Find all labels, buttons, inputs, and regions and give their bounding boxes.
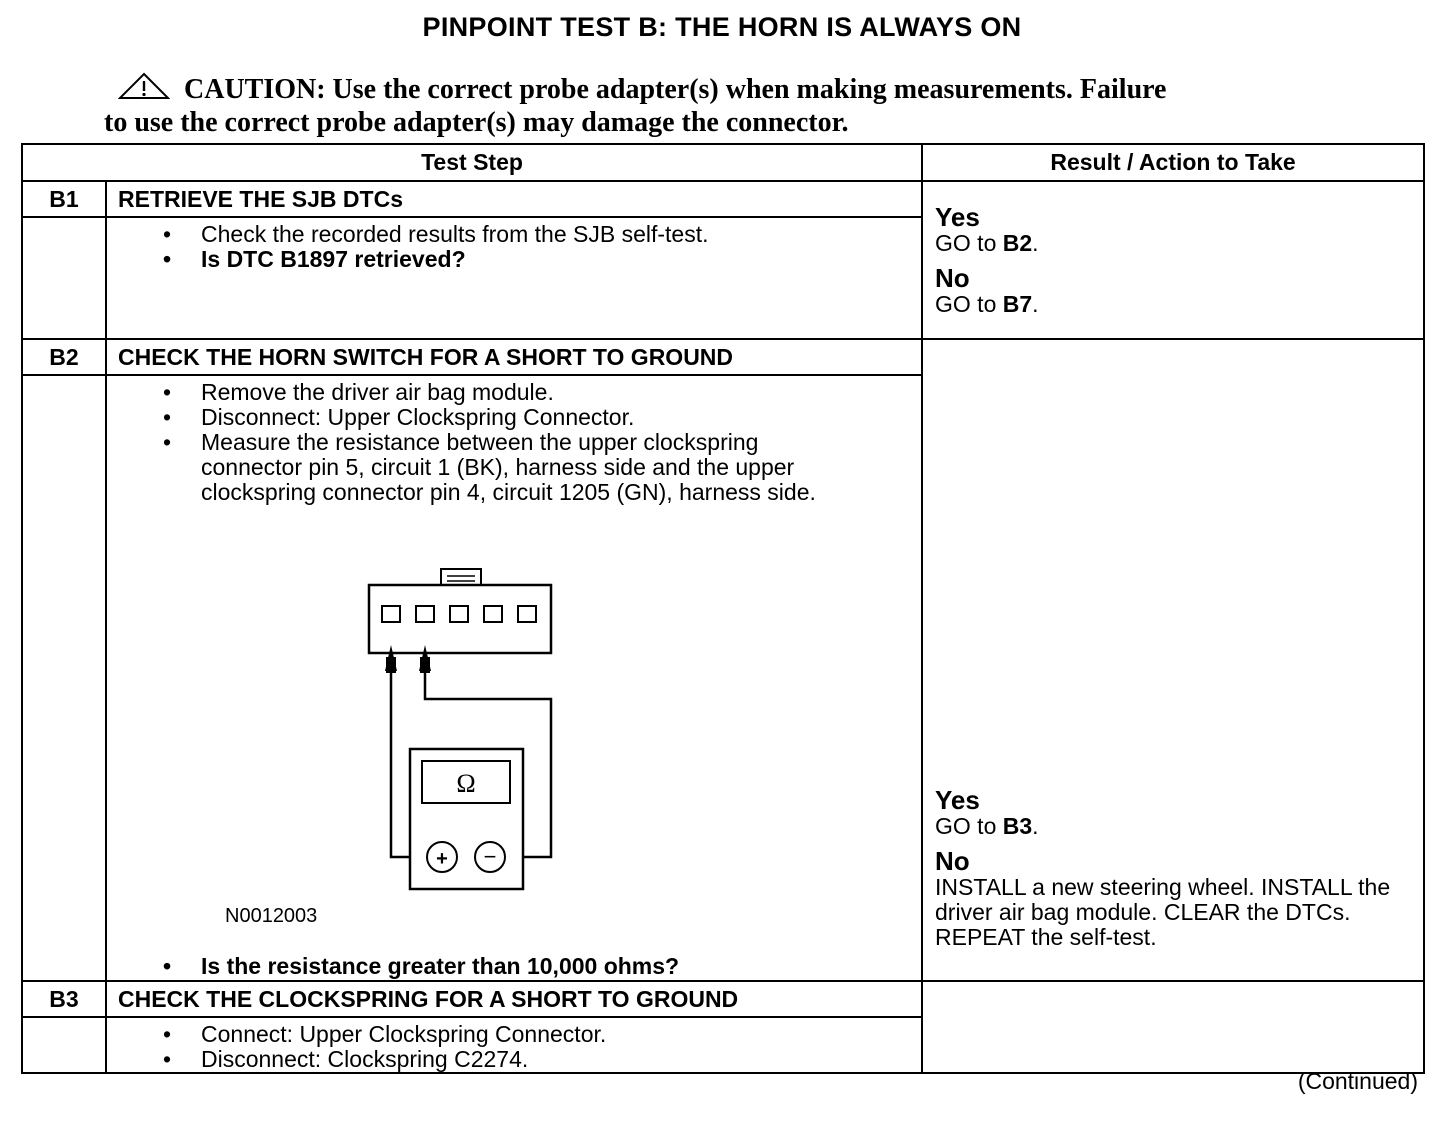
connector-pin-5 <box>382 606 400 622</box>
b3-bullet-2: • Disconnect: Clockspring C2274. <box>201 1047 921 1072</box>
yes-label-b1: Yes <box>935 201 980 232</box>
step-id-spacer-b1 <box>22 217 106 339</box>
warning-triangle-icon <box>118 72 170 107</box>
step-heading-b3: CHECK THE CLOCKSPRING FOR A SHORT TO GROUND <box>106 981 922 1017</box>
yes-label-b2: Yes <box>935 785 980 815</box>
connector-pin-2 <box>484 606 502 622</box>
b3-bullet-1: • Connect: Upper Clockspring Connector. <box>201 1022 921 1047</box>
header-test-step: Test Step <box>22 144 922 181</box>
goto-b7-link[interactable]: B7 <box>1002 290 1033 317</box>
ohm-symbol: Ω <box>456 769 476 798</box>
connector-pin-4 <box>416 606 434 622</box>
no-label-b1: No <box>935 262 970 293</box>
ohmmeter-diagram <box>107 513 921 953</box>
step-heading-b1: RETRIEVE THE SJB DTCs <box>106 181 922 217</box>
plus-sign: + <box>436 848 448 870</box>
caution-note <box>104 72 1324 138</box>
no-action-b1: GO to B7. <box>935 290 1039 317</box>
minus-sign: − <box>483 844 497 869</box>
no-action-b2: INSTALL a new steering wheel. INSTALL the driver air bag module. CLEAR the DTCs. REPEAT the self-test. <box>935 874 1391 950</box>
step-body-b1 <box>106 217 922 339</box>
b2-bullet-2: • Disconnect: Upper Clockspring Connector. <box>201 405 861 430</box>
b1-bullet-1: • Check the recorded results from the SJB self-test. <box>201 222 921 247</box>
yes-action-b2: GO to B3. <box>935 813 1039 839</box>
page-title: PINPOINT TEST B: THE HORN IS ALWAYS ON <box>422 12 1022 42</box>
connector-pin-3 <box>450 606 468 622</box>
no-label-b2: No <box>935 846 970 876</box>
step-body-b2 <box>106 375 922 981</box>
figure-id: N0012003 <box>225 905 318 927</box>
b2-bullet-3: • Measure the resistance between the upper clockspring connector pin 5, circuit 1 (BK), harness side and the upper clockspring connector pin 4, circuit 1205 (GN), harness side. <box>201 430 861 505</box>
step-id-b1: B1 <box>22 181 106 217</box>
header-result-action: Result / Action to Take <box>922 144 1424 181</box>
caution-line-2: to use the correct probe adapter(s) may damage the connector. <box>104 107 849 138</box>
b2-question: • Is the resistance greater than 10,000 ohms? <box>107 953 921 980</box>
continued-label: (Continued) <box>1297 1068 1418 1094</box>
pinpoint-test-table <box>21 143 1425 1074</box>
caution-line-1: CAUTION: Use the correct probe adapter(s) when making measurements. Failure <box>184 74 1167 105</box>
goto-b2-link[interactable]: B2 <box>1002 229 1033 256</box>
step-id-spacer-b3 <box>22 1017 106 1073</box>
step-heading-b2: CHECK THE HORN SWITCH FOR A SHORT TO GROUND <box>106 339 922 375</box>
step-id-spacer-b2 <box>22 375 106 981</box>
result-b3 <box>922 981 1424 1073</box>
connector-ohmmeter-figure <box>197 559 677 899</box>
step-id-b3: B3 <box>22 981 106 1017</box>
result-b2 <box>922 339 1424 981</box>
step-body-b3 <box>106 1017 922 1073</box>
step-id-b2: B2 <box>22 339 106 375</box>
goto-b3-link[interactable]: B3 <box>1002 813 1033 839</box>
b1-question: • Is DTC B1897 retrieved? <box>201 247 921 272</box>
yes-action-b1: GO to B2. <box>935 229 1039 256</box>
b2-bullet-1: • Remove the driver air bag module. <box>201 380 861 405</box>
connector-pin-1 <box>518 606 536 622</box>
result-b1 <box>922 181 1424 339</box>
